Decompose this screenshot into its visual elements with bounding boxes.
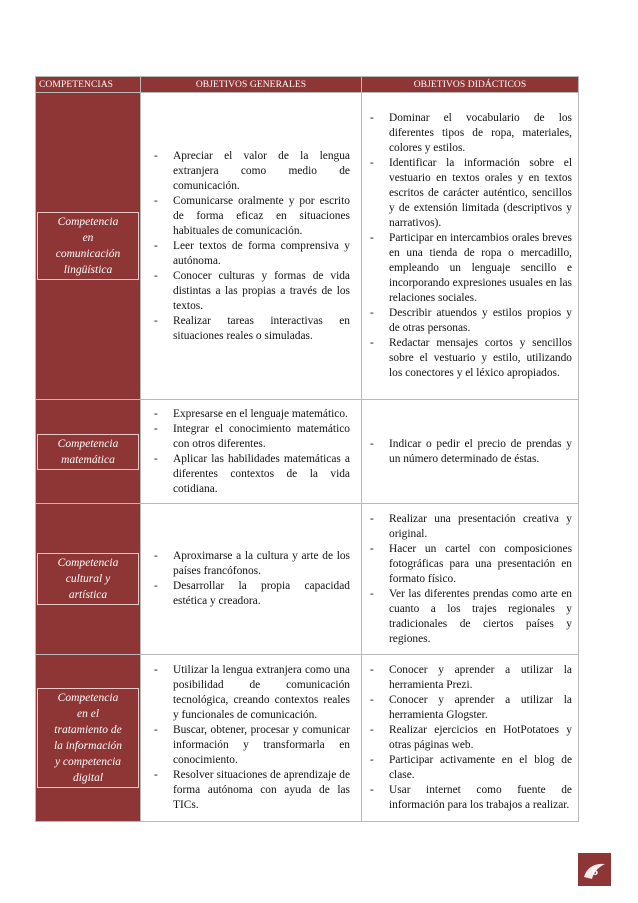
objetivos-generales-cell: [141, 93, 362, 400]
objetivos-generales-cell: [141, 504, 362, 655]
list-item: - Resolver situaciones de aprendizaje de forma autónoma con ayuda de las TICs.: [141, 768, 361, 813]
objetivos-generales-cell: [141, 655, 362, 822]
table-row: [36, 655, 579, 822]
list-item: - Desarrollar la propia capacidad estética y creadora.: [141, 579, 361, 609]
list-item: - Conocer y aprender a utilizar la herramienta Prezi.: [362, 663, 578, 693]
table-row: [36, 400, 579, 504]
list-item: - Participar activamente en el blog de clase.: [362, 753, 578, 783]
objetivos-didacticos-list: [362, 512, 578, 647]
competencia-cell: [36, 504, 141, 655]
objetivos-generales-list: [141, 663, 361, 813]
list-item: - Leer textos de forma comprensiva y autónoma.: [141, 239, 361, 269]
list-item: - Comunicarse oralmente y por escrito de forma eficaz en situaciones habituales de comunicación.: [141, 194, 361, 239]
list-item: - Participar en intercambios orales breves en una tienda de ropa o mercadillo, empleando un lenguaje sencillo e incorporando expresiones usuales en las relaciones sociales.: [362, 231, 578, 306]
objetivos-didacticos-cell: [362, 400, 579, 504]
objetivos-didacticos-cell: [362, 93, 579, 400]
objetivos-didacticos-list: [362, 663, 578, 813]
list-item: - Aplicar las habilidades matemáticas a diferentes contextos de la vida cotidiana.: [141, 452, 361, 497]
competencia-label: Competencia en comunicación lingüística: [37, 212, 139, 280]
table-row: [36, 93, 579, 400]
list-item: - Conocer culturas y formas de vida distintas a las propias a través de los textos.: [141, 269, 361, 314]
list-item: - Aproximarse a la cultura y arte de los países francófonos.: [141, 549, 361, 579]
table-row: [36, 504, 579, 655]
competencias-table-wrapper: [35, 76, 578, 822]
header-competencias: COMPETENCIAS: [36, 77, 141, 93]
competencia-cell: [36, 93, 141, 400]
list-item: - Apreciar el valor de la lengua extranjera como medio de comunicación.: [141, 149, 361, 194]
list-item: - Dominar el vocabulario de los diferentes tipos de ropa, materiales, colores y estilos.: [362, 111, 578, 156]
list-item: - Indicar o pedir el precio de prendas y un número determinado de éstas.: [362, 437, 578, 467]
list-item: - Hacer un cartel con composiciones fotográficas para una presentación en formato físico.: [362, 542, 578, 587]
objetivos-didacticos-cell: [362, 504, 579, 655]
objetivos-didacticos-list: [362, 111, 578, 381]
list-item: - Integrar el conocimiento matemático con otros diferentes.: [141, 422, 361, 452]
objetivos-generales-list: [141, 149, 361, 344]
competencia-cell: [36, 400, 141, 504]
competencia-label: Competencia cultural y artística: [37, 553, 139, 605]
table-header-row: [36, 77, 579, 93]
page-number-badge: [578, 853, 611, 886]
list-item: - Conocer y aprender a utilizar la herramienta Glogster.: [362, 693, 578, 723]
list-item: - Buscar, obtener, procesar y comunicar información y transformarla en conocimiento.: [141, 723, 361, 768]
list-item: - Realizar una presentación creativa y original.: [362, 512, 578, 542]
objetivos-generales-cell: [141, 400, 362, 504]
header-objetivos-didacticos: OBJETIVOS DIDÁCTICOS: [362, 77, 579, 93]
competencia-label: Competencia matemática: [37, 434, 139, 470]
objetivos-didacticos-cell: [362, 655, 579, 822]
objetivos-didacticos-list: [362, 437, 578, 467]
competencia-label: Competencia en el tratamiento de la información y competencia digital: [37, 688, 139, 788]
competencias-table: [35, 76, 579, 822]
page-number: 6: [592, 864, 598, 878]
list-item: - Utilizar la lengua extranjera como una posibilidad de comunicación tecnológica, creando contextos reales y funcionales de comunicación.: [141, 663, 361, 723]
objetivos-generales-list: [141, 407, 361, 497]
list-item: - Realizar ejercicios en HotPotatoes y otras páginas web.: [362, 723, 578, 753]
list-item: - Ver las diferentes prendas como arte en cuanto a los trajes regionales y tradicionales de ciertos países y regiones.: [362, 587, 578, 647]
list-item: - Describir atuendos y estilos propios y de otras personas.: [362, 306, 578, 336]
competencia-cell: [36, 655, 141, 822]
list-item: - Usar internet como fuente de información para los trabajos a realizar.: [362, 783, 578, 813]
list-item: - Identificar la información sobre el vestuario en textos orales y en textos escritos de carácter auténtico, sencillos y de extensión limitada (descriptivos y narrativos).: [362, 156, 578, 231]
list-item: - Expresarse en el lenguaje matemático.: [141, 407, 361, 422]
header-objetivos-generales: OBJETIVOS GENERALES: [141, 77, 362, 93]
objetivos-generales-list: [141, 549, 361, 609]
list-item: - Redactar mensajes cortos y sencillos sobre el vestuario y estilo, utilizando los conectores y el léxico apropiados.: [362, 336, 578, 381]
list-item: - Realizar tareas interactivas en situaciones reales o simuladas.: [141, 314, 361, 344]
